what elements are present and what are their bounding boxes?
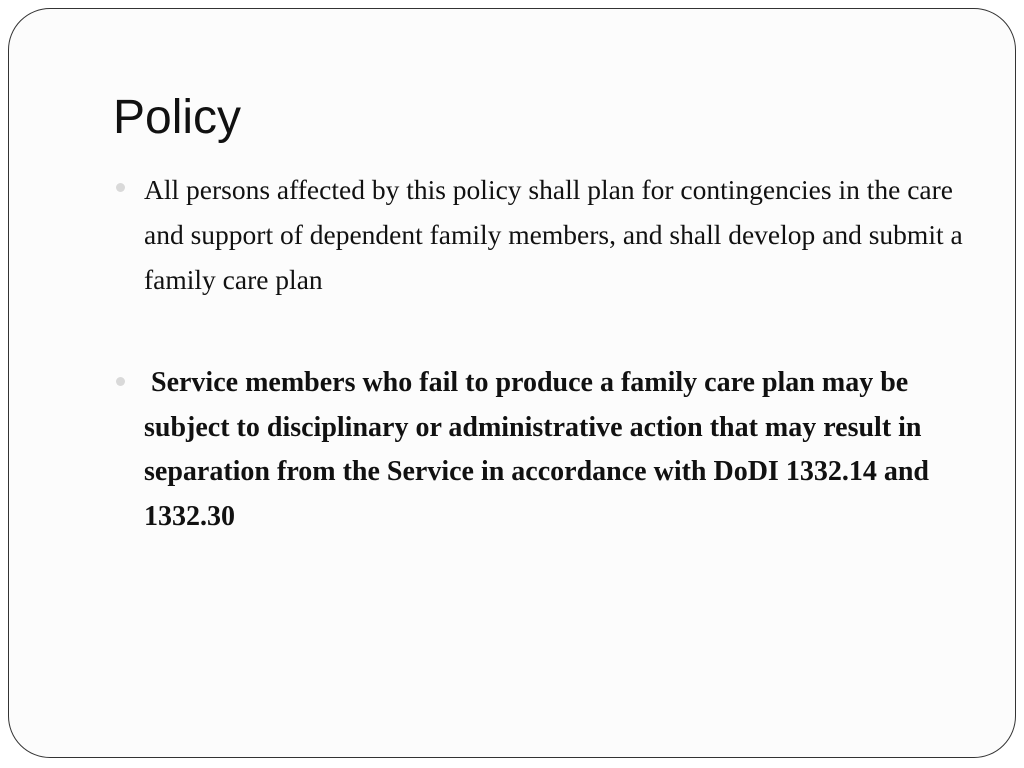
slide-title: Policy (113, 91, 242, 144)
bullet-text: All persons affected by this policy shall plan for contingencies in the care and support of dependent family members, and shall develop and submit a family care plan (144, 174, 963, 295)
bullet-text: Service members who fail to produce a family care plan may be subject to disciplinary or administrative action that may result in separation from the Service in accordance with DoDI 1332.14 and 1332.30 (144, 367, 936, 532)
bullet-dot-icon (116, 183, 125, 192)
bullet-dot-icon (116, 377, 125, 386)
